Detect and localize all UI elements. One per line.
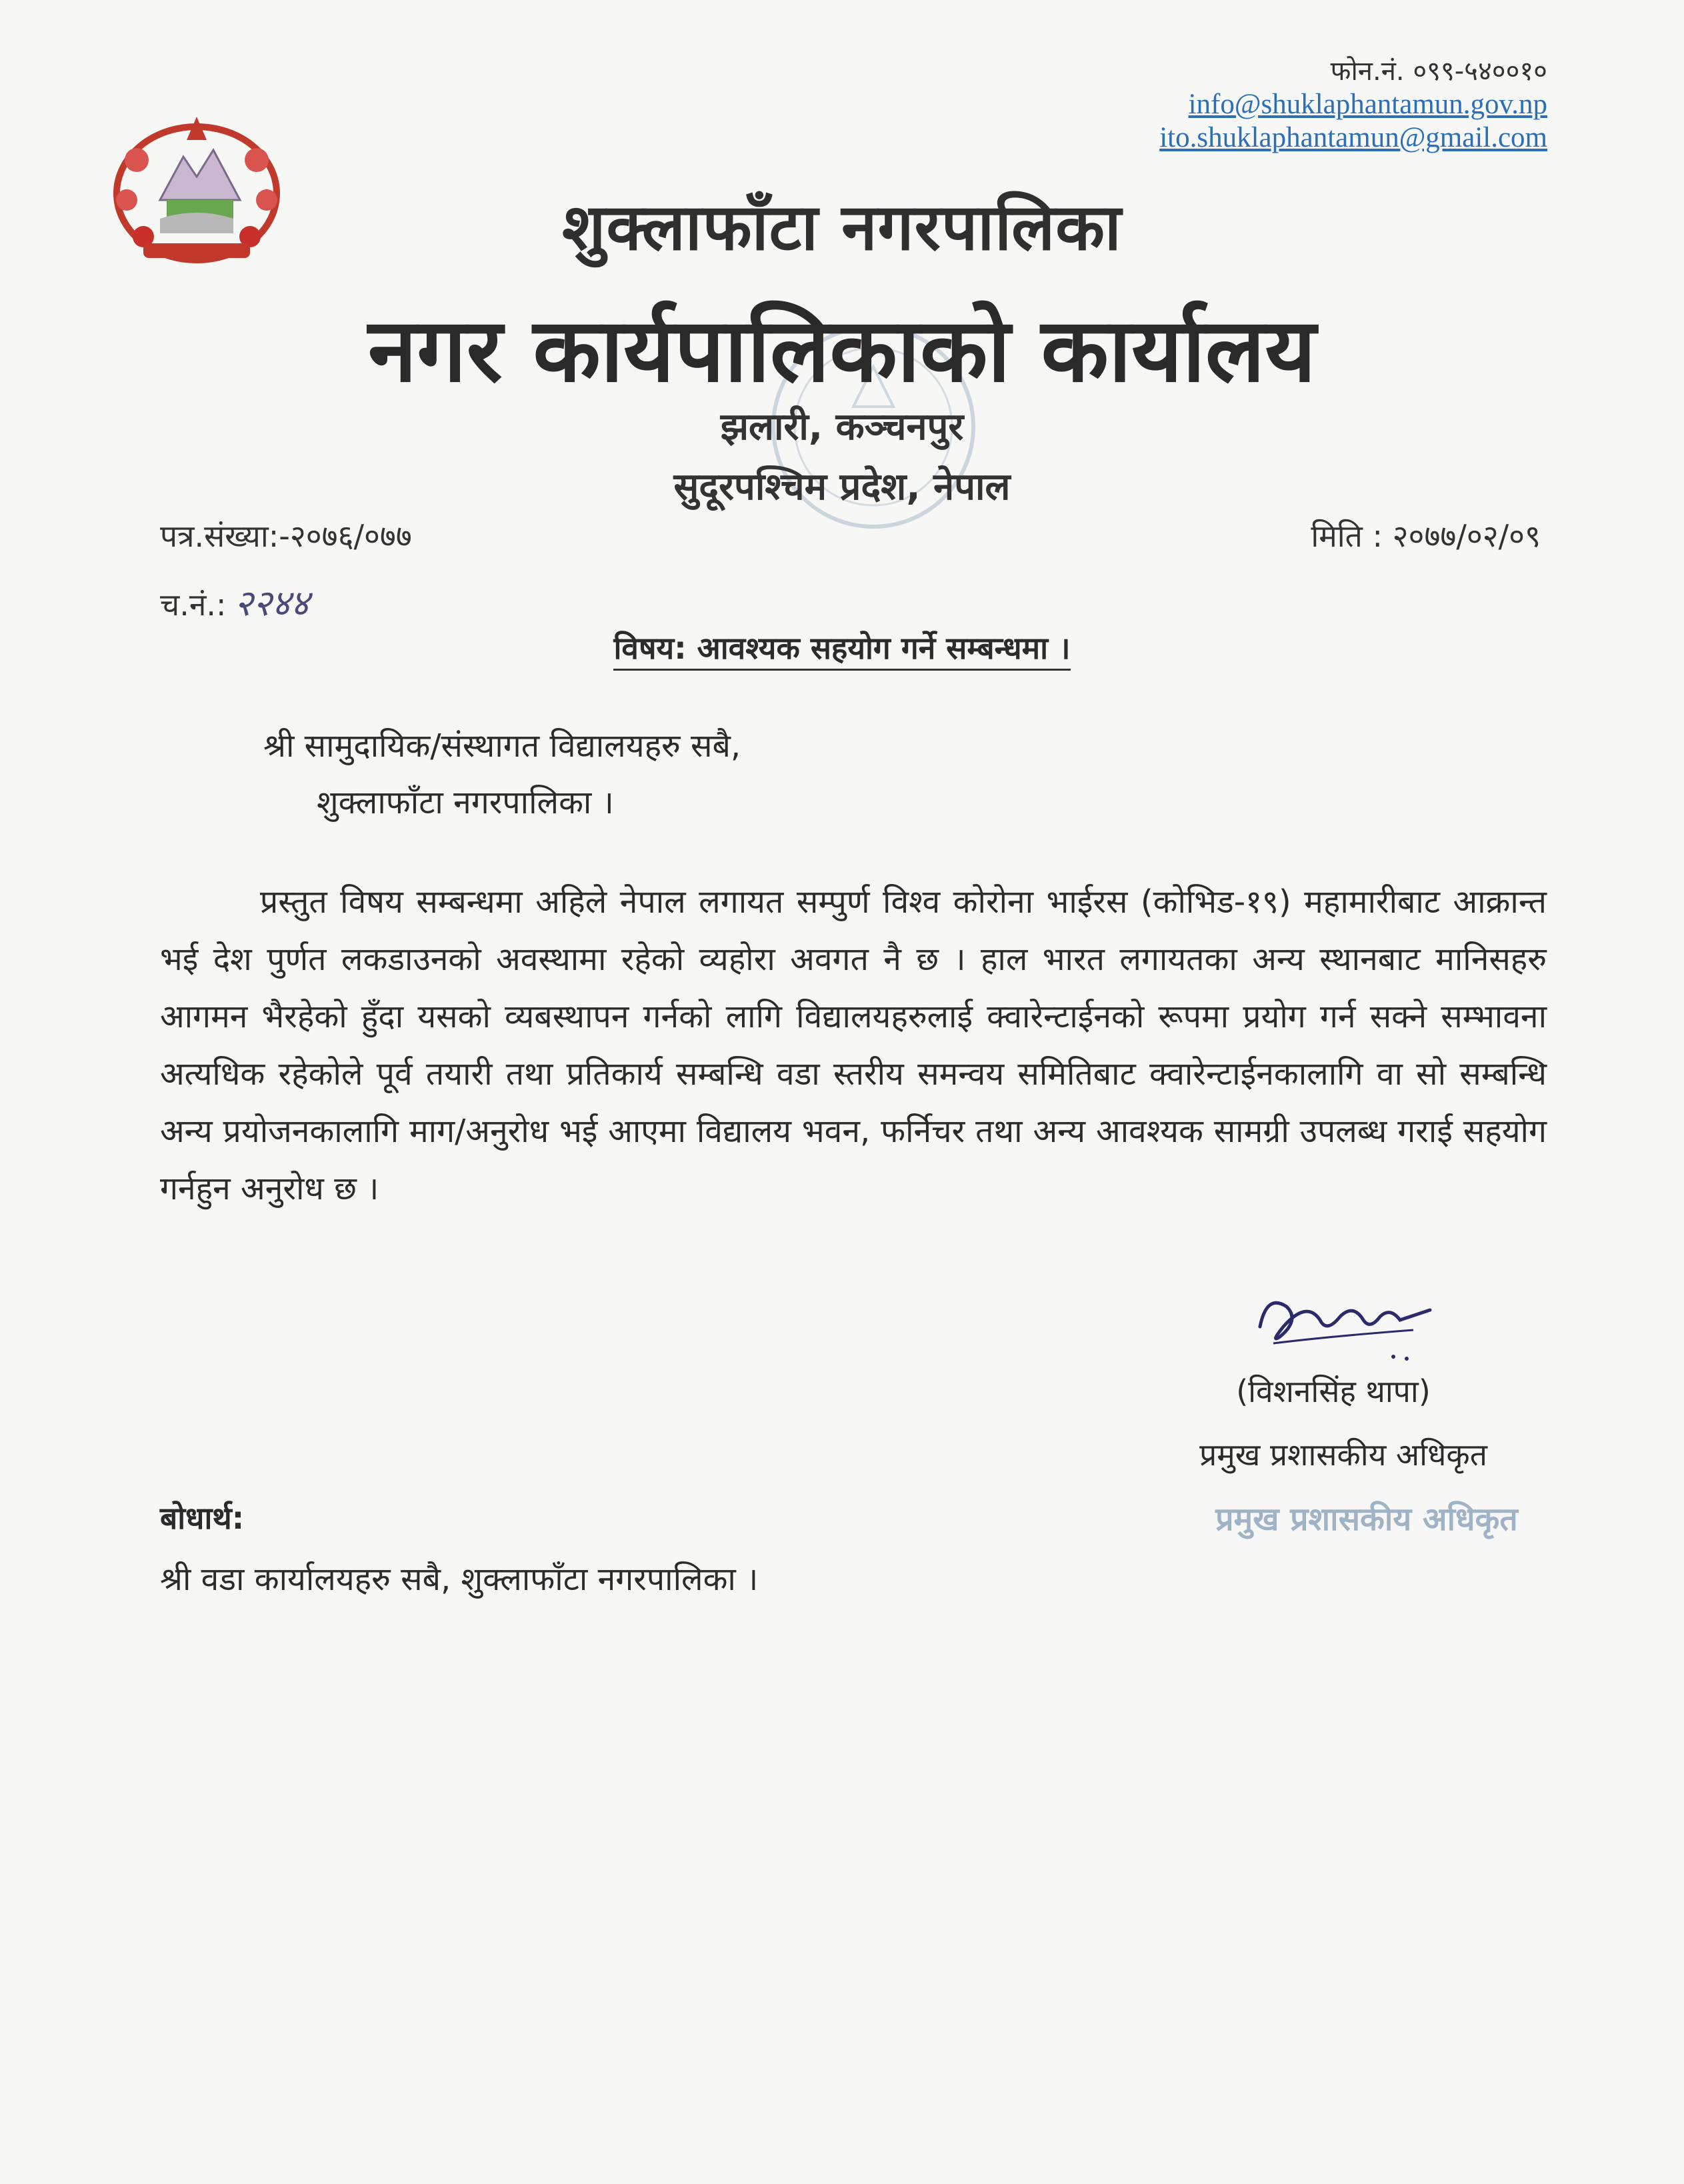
municipality-name: शुक्लाफाँटा नगरपालिका <box>562 190 1122 265</box>
subject-text: विषय: आवश्यक सहयोग गर्ने सम्बन्धमा । <box>613 630 1070 671</box>
signature-icon <box>1247 1280 1440 1367</box>
contact-block <box>1159 55 1547 155</box>
letter-number: पत्र.संख्या:-२०७६/०७७ <box>160 518 412 554</box>
dispatch-number-label: च.नं.: <box>160 587 227 623</box>
letter-body: प्रस्तुत विषय सम्बन्धमा अहिले नेपाल लगायत सम्पुर्ण विश्व कोरोना भाईरस (कोभिड-१९) महामारीबाट आक्रान्त भई देश पुर्णत लकडाउनको अवस्थामा रहेको व्यहोरा अवगत नै छ । हाल भारत लगायतका अन्य स्थानबाट मानिसहरु आगमन भैरहेको हुँदा यसको व्यबस्थापन गर्नको लागि विद्यालयहरुलाई क्वारेन्टाईनको रूपमा प्रयोग गर्न सक्ने सम्भावना अत्यधिक रहेकोले पूर्व तयारी तथा प्रतिकार्य सम्बन्धि वडा स्तरीय समन्वय समितिबाट क्वारेन्टाईनकालागि वा सो सम्बन्धि अन्य प्रयोजनकालागि माग/अनुरोध भई आएमा विद्यालय भवन, फर्निचर तथा अन्य आवश्यक सामग्री उपलब्ध गराई सहयोग गर्नहुन अनुरोध छ । <box>160 883 1547 1207</box>
phone-number: फोन.नं. ०९९-५४००१० <box>1330 56 1547 87</box>
cc-label: बोधार्थ: <box>160 1500 245 1536</box>
signatory-title: प्रमुख प्रशासकीय अधिकृत <box>1199 1437 1487 1473</box>
address-line-1: झलारी, कञ्चनपुर <box>720 405 964 449</box>
official-email-link[interactable]: info@shuklaphantamun.gov.np <box>1188 89 1547 120</box>
signatory-name: (विशनसिंह थापा) <box>1236 1373 1431 1409</box>
dispatch-number <box>160 577 309 626</box>
signatory-stamp: प्रमुख प्रशासकीय अधिकृत <box>1215 1501 1518 1538</box>
addressee-line-1: श्री सामुदायिक/संस्थागत विद्यालयहरु सबै, <box>263 727 741 765</box>
office-name: नगर कार्यपालिकाको कार्यालय <box>368 299 1316 402</box>
subject-line <box>0 627 1684 668</box>
address-line-2: सुदूरपश्चिम प्रदेश, नेपाल <box>673 465 1011 509</box>
alt-email-link[interactable]: ito.shuklaphantamun@gmail.com <box>1159 122 1547 153</box>
cc-text: श्री वडा कार्यालयहरु सबै, शुक्लाफाँटा नगरपालिका । <box>160 1561 759 1598</box>
addressee-line-2: शुक्लाफाँटा नगरपालिका । <box>317 784 614 821</box>
dispatch-number-value: २२४४ <box>234 582 309 624</box>
letter-date: मिति : २०७७/०२/०९ <box>1311 518 1541 554</box>
